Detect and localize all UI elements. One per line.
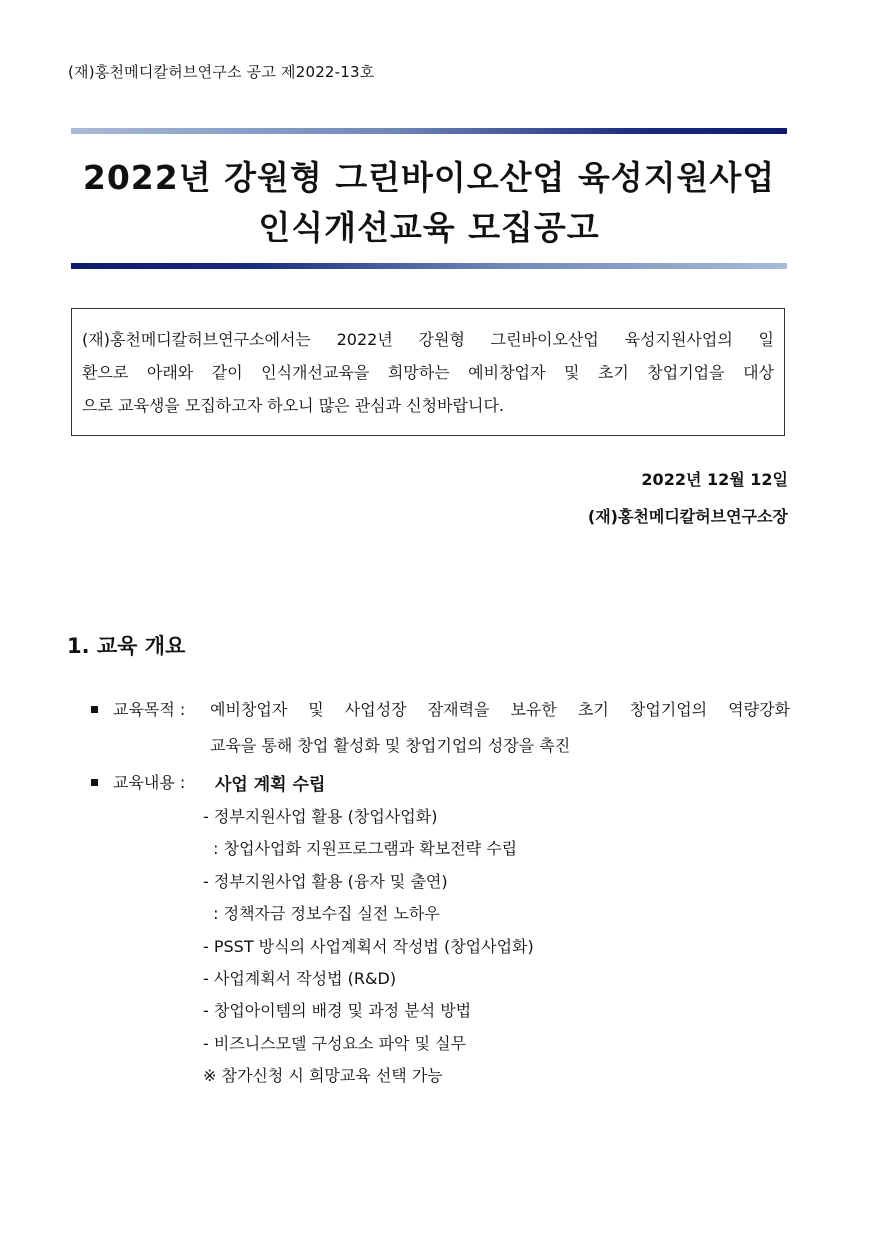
issuing-organization: (재)홍천메디칼허브연구소장 [587,507,788,526]
intro-line-3: 으로 교육생을 모집하고자 하오니 많은 관심과 신청바랍니다. [82,396,505,415]
content-item: : 정책자금 정보수집 실전 노하우 [203,904,440,923]
notice-date: 2022년 12월 12일 [641,470,788,489]
purpose-text-line-1: 예비창업자 및 사업성장 잠재력을 보유한 초기 창업기업의 역량강화 [210,700,790,719]
content-heading: 사업 계획 수립 [215,775,326,795]
title-top-divider [71,128,787,134]
bullet-square-icon [91,779,98,786]
content-note: ※ 참가신청 시 희망교육 선택 가능 [203,1066,443,1085]
bullet-square-icon [91,706,98,713]
purpose-label: 교육목적 : [113,700,186,719]
notice-number: (재)홍천메디칼허브연구소 공고 제2022-13호 [68,63,375,81]
content-item: - 창업아이템의 배경 및 과정 분석 방법 [203,1001,472,1020]
content-item: - 정부지원사업 활용 (융자 및 출연) [203,872,448,891]
content-item: - 비즈니스모델 구성요소 파악 및 실무 [203,1034,467,1053]
content-item: - PSST 방식의 사업계획서 작성법 (창업사업화) [203,937,534,956]
section-title-overview: 1. 교육 개요 [67,634,186,658]
content-item: - 정부지원사업 활용 (창업사업화) [203,807,438,826]
title-bottom-divider [71,263,787,269]
intro-line-1: (재)홍천메디칼허브연구소에서는 2022년 강원형 그린바이오산업 육성지원사업의 일 [82,330,774,349]
content-item: : 창업사업화 지원프로그램과 확보전략 수립 [203,839,518,858]
content-label: 교육내용 : [113,773,186,792]
intro-line-2: 환으로 아래와 같이 인식개선교육을 희망하는 예비창업자 및 초기 창업기업을 대상 [82,363,774,382]
page-title-line-1: 2022년 강원형 그린바이오산업 육성지원사업 [82,158,776,197]
page-title-line-2: 인식개선교육 모집공고 [258,208,600,247]
purpose-text-line-2: 교육을 통해 창업 활성화 및 창업기업의 성장을 촉진 [210,736,571,755]
intro-box [71,308,785,436]
content-item: - 사업계획서 작성법 (R&D) [203,969,397,988]
